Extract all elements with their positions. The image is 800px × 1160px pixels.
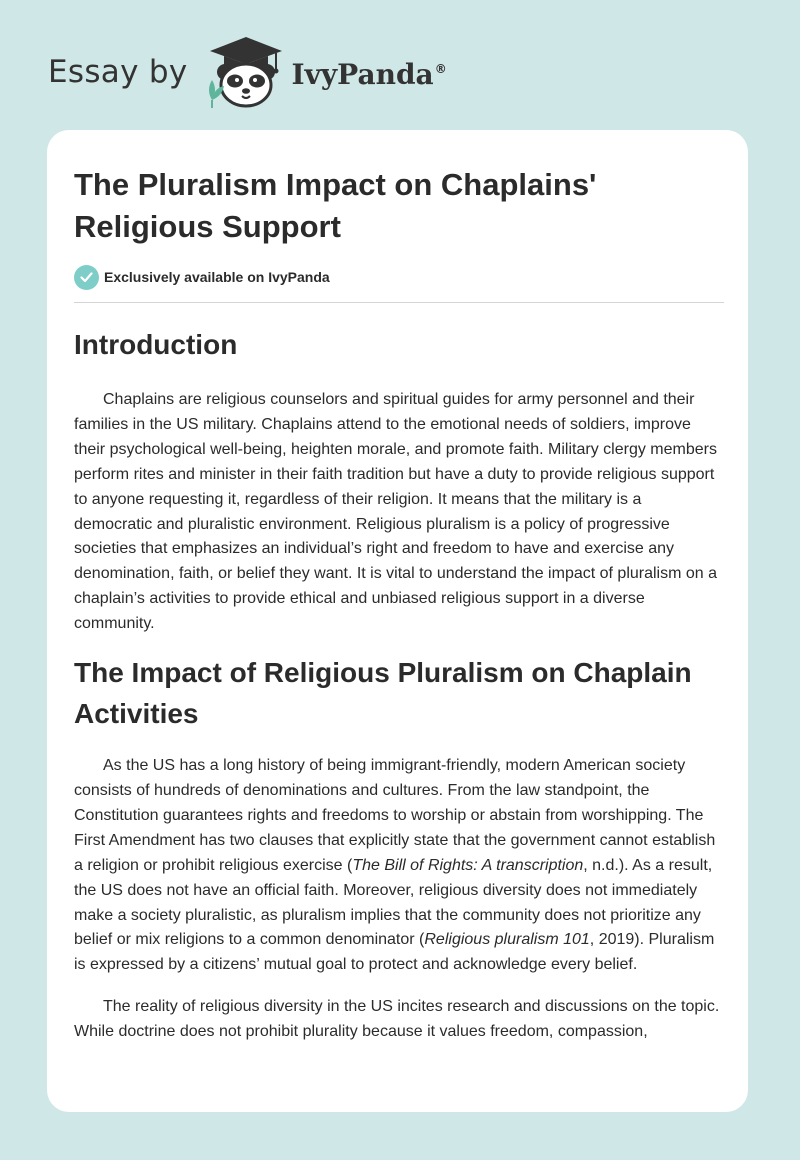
panda-logo-icon (202, 34, 290, 110)
brand-name: IvyPanda® (291, 57, 447, 91)
divider (74, 302, 724, 303)
brand-header[interactable] (48, 34, 447, 110)
article-card (47, 130, 748, 1112)
checkmark-icon (74, 265, 99, 290)
paragraph-impact-1: As the US has a long history of being immigrant-friendly, modern American society consists of hundreds of denominations and cultures. From the law standpoint, the Constitution guarantees rights and freedoms to worship or abstain from worshipping. The First Amendment has two clauses that explicitly state that the government cannot establish a religion or prohibit religious exercise (The Bill of Rights: A transcription, n.d.). As a result, the US does not have an official faith. Moreover, religious diversity does not immediately make a society pluralistic, as pluralism implies that the community does not prioritize any belief or mix religions to a common denominator (Religious pluralism 101, 2019). Pluralism is expressed by a citizens’ mutual goal to protect and acknowledge every belief. (74, 757, 716, 974)
exclusive-badge (74, 264, 724, 290)
article-content (74, 164, 724, 1045)
citation-bill-of-rights: The Bill of Rights: A transcription (352, 856, 584, 874)
article-title: The Pluralism Impact on Chaplains' Religious Support (74, 167, 597, 244)
paragraph-introduction: Chaplains are religious counselors and spiritual guides for army personnel and their families in the US military. Chaplains attend to the emotional needs of soldiers, improve their psychological well-being, heighten morale, and promote faith. Military clergy members perform rites and minister in their faith tradition but have a duty to provide religious support to anyone requesting it, regardless of their religion. It means that the military is a democratic and pluralistic environment. Religious pluralism is a policy of progressive societies that emphasizes an individual’s right and freedom to have and exercise any denomination, faith, or belief they want. It is vital to understand the impact of pluralism on a chaplain’s activities to provide ethical and unbiased religious support in a diverse community. (74, 391, 718, 633)
citation-religious-pluralism: Religious pluralism 101 (424, 931, 590, 949)
paragraph-impact-2: The reality of religious diversity in the US incites research and discussions on the topic. While doctrine does not prohibit plurality because it values freedom, compassion, (74, 998, 720, 1041)
brand-prefix: Essay by (48, 54, 188, 90)
exclusive-label: Exclusively available on IvyPanda (104, 269, 330, 285)
section-heading-impact: The Impact of Religious Pluralism on Chaplain Activities (74, 657, 692, 730)
section-heading-introduction: Introduction (74, 329, 238, 360)
